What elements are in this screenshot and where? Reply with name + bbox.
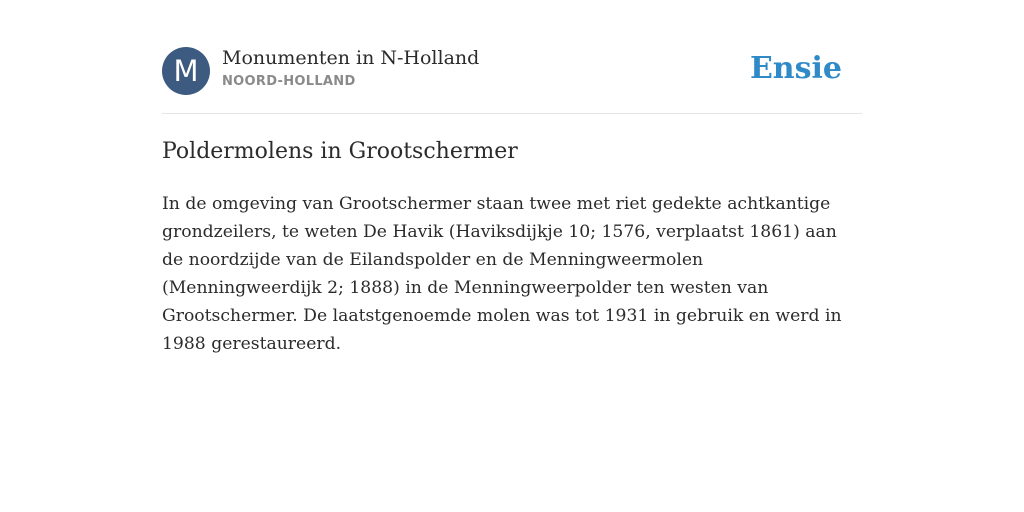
brand-logo[interactable]: Ensie (749, 51, 842, 86)
article-card (162, 0, 862, 354)
source-avatar[interactable]: M (162, 47, 210, 95)
article-body: In de omgeving van Grootschermer staan twee met riet gedekte achtkantige grondzeilers, te weten De Havik (Haviksdijkje 10; 1576, verplaatst 1861) aan de noordzijde van de Eilandspolder en de Menningweermolen (Menningweerdijk 2; 1888) in de Menningweerpolder ten westen van Grootschermer. De laatstgenoemde molen was tot 1931 in gebruik en werd in 1988 gerestaureerd. (162, 194, 842, 354)
article-title: Poldermolens in Grootschermer (162, 139, 518, 164)
source-region: NOORD-HOLLAND (222, 74, 356, 89)
card-header (162, 0, 862, 114)
source-name[interactable]: Monumenten in N-Holland (222, 47, 480, 69)
